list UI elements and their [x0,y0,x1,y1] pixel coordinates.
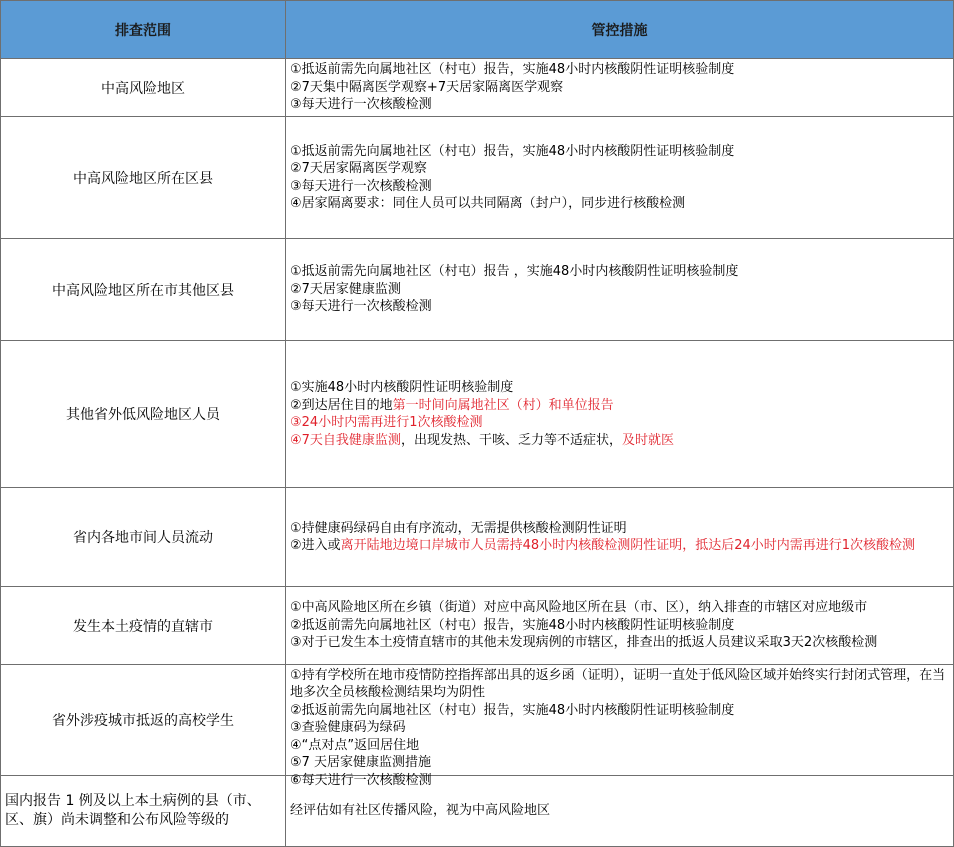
table-row [1,665,954,776]
measure-line [290,281,949,299]
measure-text: ②抵返前需先向属地社区（村屯）报告，实施48小时内核酸阴性证明核验制度 [290,702,735,718]
highlighted-text: 及时就医 [621,432,674,448]
measure-line [290,397,949,415]
measures-content [290,379,949,449]
table-row [1,587,954,665]
measure-text: ④“点对点”返回居住地 [290,737,420,753]
highlighted-text: 离开陆地边境口岸城市人员需持48小时内核酸检测阴性证明，抵达后24小时内需再进行1次核酸检测 [340,538,916,553]
measures-cell [286,488,954,587]
measures-cell [286,239,954,341]
highlighted-text: 第一时间向属地社区（村）和单位报告 [392,397,614,413]
measure-text: ⑥每天进行一次核酸检测 [290,772,432,788]
table-row [1,488,954,587]
measure-text: ③每天进行一次核酸检测 [290,97,432,113]
measure-text: ③每天进行一次核酸检测 [290,299,432,315]
measure-text: 经评估如有社区传播风险，视为中高风险地区 [290,803,551,819]
scope-cell: 中高风险地区所在市其他区县 [1,239,286,341]
header-measures: 管控措施 [286,1,954,59]
table-row [1,239,954,341]
table-row [1,776,954,847]
measure-text: ⑤7 天居家健康监测措施 [290,755,432,770]
measure-line [290,520,949,538]
header-row [1,1,954,59]
measure-line [290,599,949,617]
measure-line [290,737,949,755]
measure-text: ②7天居家健康监测 [290,281,401,297]
scope-cell: 中高风险地区 [1,59,286,117]
scope-cell: 省外涉疫城市抵返的高校学生 [1,665,286,776]
measure-line [290,96,949,114]
measures-content [290,802,949,820]
measure-line [290,537,949,555]
measure-text: ②抵返前需先向属地社区（村屯）报告，实施48小时内核酸阴性证明核验制度 [290,617,735,633]
measure-text: ①抵返前需先向属地社区（村屯）报告，实施48小时内核酸阴性证明核验制度 [290,143,735,159]
measure-line [290,634,949,652]
measure-line [290,617,949,635]
measure-text: ②7天居家隔离医学观察 [290,161,427,176]
measure-line [290,61,949,79]
table-row [1,59,954,117]
measure-line [290,379,949,397]
measure-line [290,160,949,178]
measures-content [290,263,949,316]
measure-line [290,178,949,196]
measures-cell [286,665,954,788]
scope-cell: 省内各地市间人员流动 [1,488,286,587]
measure-text: ②7天集中隔离医学观察+7天居家隔离医学观察 [290,79,564,95]
measure-text: ④居家隔离要求：同住人员可以共同隔离（封户），同步进行核酸检测 [290,196,686,211]
measure-text: ①持有学校所在地市疫情防控指挥部出具的返乡函（证明），证明一直处于低风险区域并始终实行封闭式管理，在当地多次全员核酸检测结果均为阴性 [290,667,946,700]
measures-cell [286,59,954,117]
measures-content [290,520,949,555]
measure-text: ①中高风险地区所在乡镇（街道）对应中高风险地区所在县（市、区），纳入排查的市辖区对应地级市 [290,600,868,616]
highlighted-text: ④7天自我健康监测 [290,432,401,448]
scope-cell: 发生本土疫情的直辖市 [1,587,286,665]
measures-content [290,599,949,652]
measure-text: ③查验健康码为绿码 [290,720,406,735]
measure-text: ③对于已发生本土疫情直辖市的其他未发现病例的市辖区，排查出的抵返人员建议采取3天2次核酸检测 [290,635,878,651]
measure-text: ②到达居住目的地 [290,397,393,413]
measure-line [290,143,949,161]
header-scope: 排查范围 [1,1,286,59]
measure-text: ①抵返前需先向属地社区（村屯）报告 ，实施48小时内核酸阴性证明核验制度 [290,264,739,280]
measure-line [290,298,949,316]
measures-cell [286,117,954,239]
measure-line [290,802,949,820]
measure-text: ②进入或 [290,538,341,553]
measures-content [290,143,949,213]
measures-cell [286,587,954,665]
measure-text: ③每天进行一次核酸检测 [290,178,432,194]
measure-text: ①实施48小时内核酸阴性证明核验制度 [290,380,514,395]
measure-line [290,719,949,737]
measures-content [290,61,949,114]
measure-line [290,754,949,772]
measure-text: ①抵返前需先向属地社区（村屯）报告，实施48小时内核酸阴性证明核验制度 [290,62,735,78]
measure-text: ，出现发热、干咳、乏力等不适症状， [400,432,622,448]
measure-line [290,79,949,97]
measure-text: ①持健康码绿码自由有序流动，无需提供核酸检测阴性证明 [290,520,627,536]
measure-line [290,263,949,281]
measures-content [290,667,949,788]
measure-line [290,667,949,702]
measure-line [290,414,949,432]
measure-line [290,432,949,450]
scope-cell: 其他省外低风险地区人员 [1,341,286,488]
scope-cell: 国内报告 1 例及以上本土病例的县（市、区、旗）尚未调整和公布风险等级的 [1,776,286,847]
measure-line [290,195,949,213]
table-row [1,117,954,239]
highlighted-text: ③24小时内需再进行1次核酸检测 [290,415,483,430]
scope-cell: 中高风险地区所在区县 [1,117,286,239]
table-row [1,341,954,488]
measure-line [290,702,949,720]
measures-cell [286,341,954,488]
